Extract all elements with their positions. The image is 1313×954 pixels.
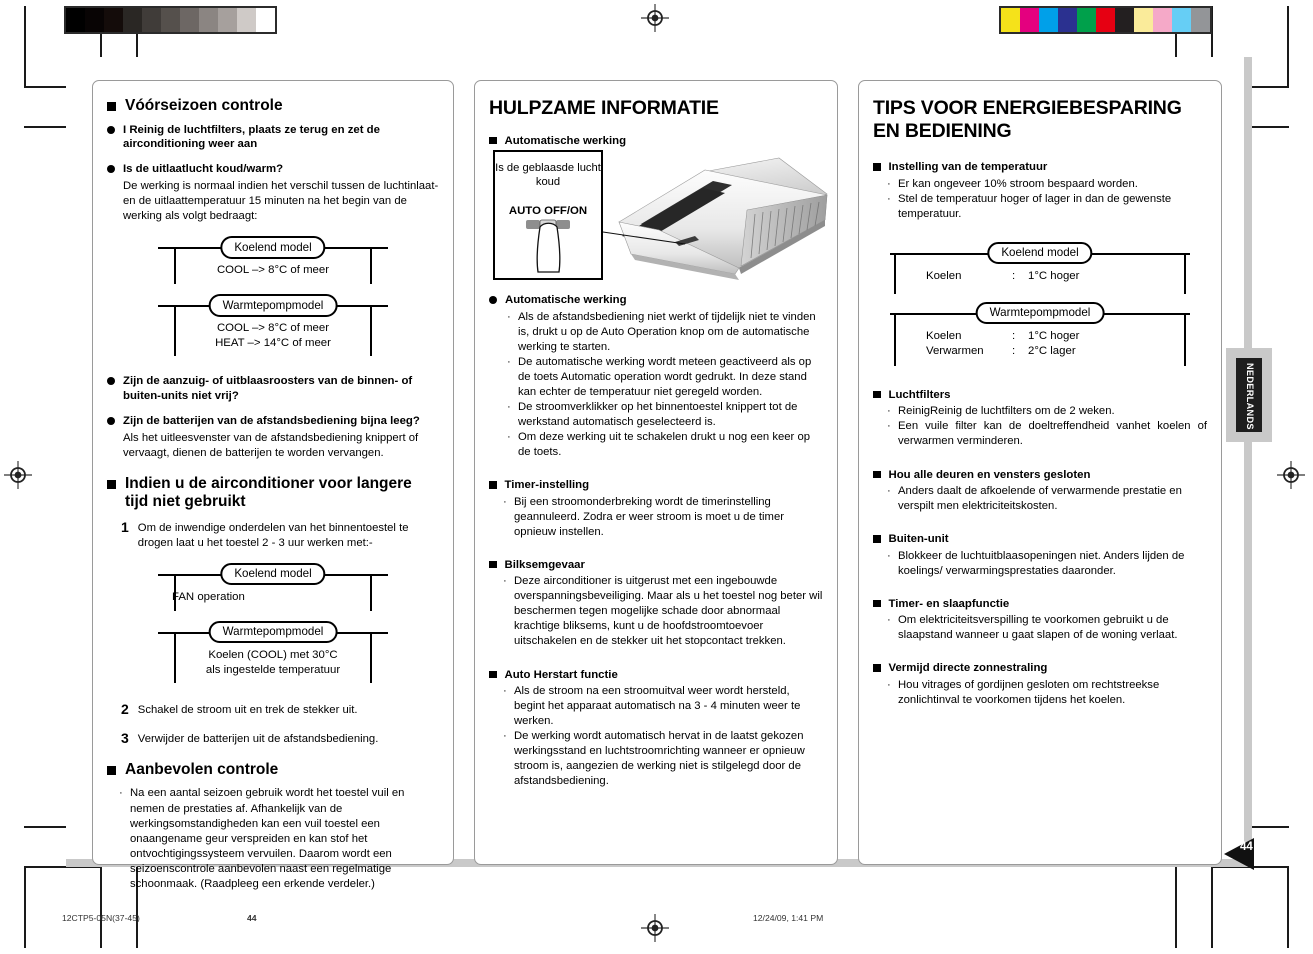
column-tips-energiebesparing xyxy=(858,80,1222,865)
color-swatch-7 xyxy=(1134,8,1153,32)
grayscale-swatch-7 xyxy=(199,8,218,32)
list-item-filters-2: · Een vuile filter kan de doeltreffendheid vanhet koelen of verwarmen verminderen. xyxy=(887,420,1207,448)
crop-mark-tl-v xyxy=(24,6,26,88)
color-swatch-2 xyxy=(1039,8,1058,32)
bracket-warmtepompmodel xyxy=(158,294,388,356)
column-hulpzame-informatie xyxy=(474,80,838,865)
heading-instelling-temperatuur: Instelling van de temperatuur xyxy=(873,160,1207,175)
list-item-auto-1: · Als de afstandsbediening niet werkt of tijdelijk niet te vinden is, drukt u op de Auto Operation knop om de automatische werking te starten. xyxy=(507,311,816,354)
color-swatch-9 xyxy=(1172,8,1191,32)
heading-voorseizoen-controle: Vóórseizoen controle xyxy=(107,97,439,116)
bracket-warmtepompmodel-3 xyxy=(890,302,1190,366)
heading-luchtfilters: Luchtfilters xyxy=(873,388,1207,403)
dot-bullet-icon: · xyxy=(507,401,511,414)
label-koelend-model-2: Koelend model xyxy=(220,563,325,586)
bracket-koelend-model-3 xyxy=(890,242,1190,294)
heading-langere-tijd-niet-gebruikt: Indien u de airconditioner voor langere tijd niet gebruikt xyxy=(107,475,439,512)
dot-bullet-icon: · xyxy=(507,356,511,369)
text-koelend-model-2-lines: FAN operation xyxy=(172,590,245,603)
footer-page-number: 44 xyxy=(247,913,257,923)
list-item-auto-4: · Om deze werking uit te schakelen drukt u nog een keer op de toets. xyxy=(507,431,811,459)
text-batterijen-body: Als het uitleesvenster van de afstandsbediening knippert of vervaagt, dienen de batterijen te worden vervangen. xyxy=(123,431,419,459)
color-swatch-5 xyxy=(1096,8,1115,32)
grayscale-swatch-8 xyxy=(218,8,237,32)
language-tab-label: NEDERLANDS xyxy=(1245,363,1255,430)
crop-mark-bl-v xyxy=(24,866,26,948)
square-bullet-icon xyxy=(489,481,497,489)
registration-mark-bottom xyxy=(641,914,669,942)
heading-timer-slaapfunctie: Timer- en slaapfunctie xyxy=(873,597,1207,612)
step-3-number: 3 xyxy=(121,729,129,746)
grayscale-swatch-1 xyxy=(85,8,104,32)
bullet-reinig-luchtfilters: I Reinig de luchtfilters, plaats ze terug en zet de airconditioning weer aan xyxy=(107,123,439,153)
footer-job-code: 12CTP5-05N(37-45) xyxy=(62,913,140,923)
heading-buiten-unit: Buiten-unit xyxy=(873,532,1207,547)
dot-bullet-icon: · xyxy=(887,420,891,433)
list-item-bliksem-1: · Deze airconditioner is uitgerust met een ingebouwde overspanningsbeveiliging. Maar als u het toestel nog beter wil beschermen tegen mogelijke schade door abnormaal krachtige bliksems, kunt u de hoofdstroomtoevoer uitschakelen en de stekker uit het stopcontact trekken. xyxy=(503,575,823,648)
square-bullet-icon xyxy=(873,391,881,399)
dot-bullet-icon: · xyxy=(887,678,891,691)
text-warmtepompmodel-2-lines: Koelen (COOL) met 30°C als ingestelde temperatuur xyxy=(205,648,341,676)
color-swatch-4 xyxy=(1077,8,1096,32)
dot-bullet-icon: · xyxy=(503,685,507,698)
grayscale-swatch-9 xyxy=(237,8,256,32)
step-3 xyxy=(121,730,439,747)
color-swatch-3 xyxy=(1058,8,1077,32)
crop-mark-br-v xyxy=(1175,866,1177,948)
callout-caption: Is de geblaasde lucht koud xyxy=(495,162,601,189)
auto-off-on-button-label: AUTO OFF/ON xyxy=(508,205,588,218)
dot-bullet-icon: · xyxy=(887,485,891,498)
step-2-text: Schakel de stroom uit en trek de stekker uit. xyxy=(137,703,358,716)
grayscale-swatch-2 xyxy=(104,8,123,32)
bracket-warmtepompmodel-2 xyxy=(158,621,388,683)
list-item-zon-1: · Hou vitrages of gordijnen gesloten om rechtstreekse zonlichtinval te voorkomen tijdens het koelen. xyxy=(887,678,1160,706)
list-item-aanbevolen-controle: · Na een aantal seizoen gebruik wordt het toestel vuil en nemen de prestaties af. Afhankelijk van de werkingsomstandigheden kan een vuil toestel een onaangename geur verspreiden en kan stof het ontvochtigingssysteem vervuilen. Daarom wordt een seizoenscontrole aanbevolen naast een regelmatige schoonmaak. (Raadpleeg een erkende verdeler.) xyxy=(119,787,405,890)
list-item-timer-1: · Bij een stroomonderbreking wordt de timerinstelling geannuleerd. Zodra er weer stroom is moet u de timer opnieuw instellen. xyxy=(503,495,784,538)
bullet-batterijen-title: Zijn de batterijen van de afstandsbediening bijna leeg? xyxy=(107,414,439,429)
title-tips-energiebesparing: TIPS VOOR ENERGIEBESPARING EN BEDIENING xyxy=(873,97,1182,142)
crop-mark-tr-v3 xyxy=(1287,6,1289,88)
square-bullet-icon xyxy=(489,137,497,145)
bracket-koelend-model xyxy=(158,236,388,284)
round-bullet-icon xyxy=(107,417,115,425)
heading-auto-herstart-functie: Auto Herstart functie xyxy=(489,668,823,683)
dot-bullet-icon: · xyxy=(119,787,123,800)
list-item-herstart-2: · De werking wordt automatisch hervat in de laatst gekozen werkingsstand en luchtstroomrichting wanneer er opnieuw stroom is, aangezien de werking niet is stilgelegd door de afstandsbediening. xyxy=(503,730,805,788)
text-warmtepompmodel-lines: COOL –> 8°C of meer HEAT –> 14°C of meer xyxy=(215,322,331,349)
dot-bullet-icon: · xyxy=(887,177,891,190)
heading-vermijd-zonnestraling: Vermijd directe zonnestraling xyxy=(873,661,1207,676)
step-2 xyxy=(121,701,439,718)
square-bullet-icon xyxy=(873,535,881,543)
diagram-drogen-instelling xyxy=(158,563,388,683)
color-swatch-8 xyxy=(1153,8,1172,32)
square-bullet-icon xyxy=(873,600,881,608)
grayscale-swatch-6 xyxy=(180,8,199,32)
step-2-number: 2 xyxy=(121,700,129,717)
diagram-row: Verwarmen : 2°C lager xyxy=(926,344,1076,357)
label-koelend-model: Koelend model xyxy=(220,236,325,259)
list-item-auto-2: · De automatische werking wordt meteen geactiveerd als op de toets Automatic operation wordt gedrukt. In deze stand kan echter de temperatuur niet geregeld worden. xyxy=(507,356,812,399)
text-koelend-model-lines: COOL –> 8°C of meer xyxy=(216,264,330,277)
list-item-temp-2: · Stel de temperatuur hoger of lager in dan de gewenste temperatuur. xyxy=(887,192,1172,220)
label-warmtepompmodel-2: Warmtepompmodel xyxy=(209,621,338,644)
dot-bullet-icon: · xyxy=(887,549,891,562)
dot-bullet-icon: · xyxy=(887,405,891,418)
step-1 xyxy=(121,519,439,551)
crop-mark-br-v3 xyxy=(1287,866,1289,948)
bullet-uitlaatlucht-title: Is de uitlaatlucht koud/warm? xyxy=(107,162,439,177)
list-item-auto-3: · De stroomverklikker op het binnentoestel knippert tot de werkstand automatisch geselecteerd is. xyxy=(507,401,798,429)
heading-deuren-vensters: Hou alle deuren en vensters gesloten xyxy=(873,468,1207,483)
square-bullet-icon xyxy=(873,664,881,672)
heading-bilksemgevaar: Bilksemgevaar xyxy=(489,558,823,573)
diagram-row: Koelen : 1°C hoger xyxy=(926,329,1080,342)
dot-bullet-icon: · xyxy=(503,730,507,743)
square-bullet-icon xyxy=(489,671,497,679)
square-bullet-icon xyxy=(489,561,497,569)
heading-timer-instelling: Timer-instelling xyxy=(489,478,823,493)
heading-aanbevolen-controle: Aanbevolen controle xyxy=(107,761,439,780)
column-voorseizoen-controle xyxy=(92,80,454,890)
grayscale-swatch-5 xyxy=(161,8,180,32)
round-bullet-icon xyxy=(489,296,497,304)
color-swatch-1 xyxy=(1020,8,1039,32)
list-item-deuren-1: · Anders daalt de afkoelende of verwarmende prestatie en verspilt men elektriciteitskosten. xyxy=(887,485,1182,513)
dot-bullet-icon: · xyxy=(507,431,511,444)
step-1-number: 1 xyxy=(121,518,129,535)
diagram-temperatuur-aanbeveling xyxy=(890,242,1190,366)
round-bullet-icon xyxy=(107,165,115,173)
bullet-automatische-werking-2: Automatische werking xyxy=(489,293,823,308)
footer-timestamp: 12/24/09, 1:41 PM xyxy=(753,913,824,923)
heading-automatische-werking-1: Automatische werking xyxy=(489,134,823,149)
list-item-slaap-1: · Om elektriciteitsverspilling te voorkomen gebruikt u de slaapstand wanneer u gaat slapen of de woning verlaat. xyxy=(887,614,1178,642)
registration-mark-left xyxy=(4,461,32,489)
registration-mark-top xyxy=(641,4,669,32)
color-calibration-strip xyxy=(999,6,1212,34)
title-hulpzame-informatie: HULPZAME INFORMATIE xyxy=(489,97,719,119)
step-1-text: Om de inwendige onderdelen van het binnentoestel te drogen laat u het toestel 2 - 3 uur werken met:- xyxy=(137,521,409,549)
grayscale-swatch-3 xyxy=(123,8,142,32)
list-item-buitenunit-1: · Blokkeer de luchtuitblaasopeningen niet. Anders lijden de koelings/ verwarmingsprestaties daaronder. xyxy=(887,549,1185,577)
bullet-aanzuig-roosters: Zijn de aanzuig- of uitblaasroosters van de binnen- of buiten-units niet vrij? xyxy=(107,374,439,404)
dot-bullet-icon: · xyxy=(887,614,891,627)
crop-mark-br-v2 xyxy=(1211,866,1213,948)
diagram-temperatuurverschil xyxy=(158,236,388,356)
square-bullet-icon xyxy=(873,471,881,479)
square-bullet-icon xyxy=(873,163,881,171)
dot-bullet-icon: · xyxy=(887,192,891,205)
label-koelend-model-3: Koelend model xyxy=(987,242,1092,265)
diagram-row: Koelen : 1°C hoger xyxy=(926,269,1080,282)
step-3-text: Verwijder de batterijen uit de afstandsbediening. xyxy=(137,732,379,745)
registration-mark-right xyxy=(1277,461,1305,489)
square-bullet-icon xyxy=(107,480,116,489)
list-item-filters-1: · ReinigReinig de luchtfilters om de 2 weken. xyxy=(887,404,1207,419)
bracket-koelend-model-2 xyxy=(158,563,388,611)
color-swatch-0 xyxy=(1001,8,1020,32)
text-uitlaatlucht-body: De werking is normaal indien het verschil tussen de luchtinlaat- en de uitlaattemperatuur 15 minuten na het begin van de werking als volgt bedraagt: xyxy=(123,180,439,223)
page-number-flag-label: 44 xyxy=(1240,841,1253,853)
finger-pressing-button-icon xyxy=(518,218,578,274)
label-warmtepompmodel: Warmtepompmodel xyxy=(209,294,338,317)
round-bullet-icon xyxy=(107,126,115,134)
square-bullet-icon xyxy=(107,766,116,775)
label-warmtepompmodel-3: Warmtepompmodel xyxy=(976,302,1105,325)
list-item-temp-1: · Er kan ongeveer 10% stroom bespaard worden. xyxy=(887,177,1207,192)
grayscale-swatch-10 xyxy=(256,8,275,32)
round-bullet-icon xyxy=(107,377,115,385)
grayscale-swatch-4 xyxy=(142,8,161,32)
grayscale-calibration-strip xyxy=(64,6,277,34)
square-bullet-icon xyxy=(107,102,116,111)
auto-operation-callout-box xyxy=(493,150,603,280)
color-swatch-10 xyxy=(1191,8,1210,32)
grayscale-swatch-0 xyxy=(66,8,85,32)
color-swatch-6 xyxy=(1115,8,1134,32)
illustration-automatische-werking xyxy=(489,150,823,285)
dot-bullet-icon: · xyxy=(503,575,507,588)
dot-bullet-icon: · xyxy=(507,311,511,324)
language-tab xyxy=(1236,358,1262,432)
list-item-herstart-1: · Als de stroom na een stroomuitval weer wordt hersteld, begint het apparaat automatisch na 3 - 4 minuten weer te werken. xyxy=(503,685,801,728)
dot-bullet-icon: · xyxy=(503,495,507,508)
